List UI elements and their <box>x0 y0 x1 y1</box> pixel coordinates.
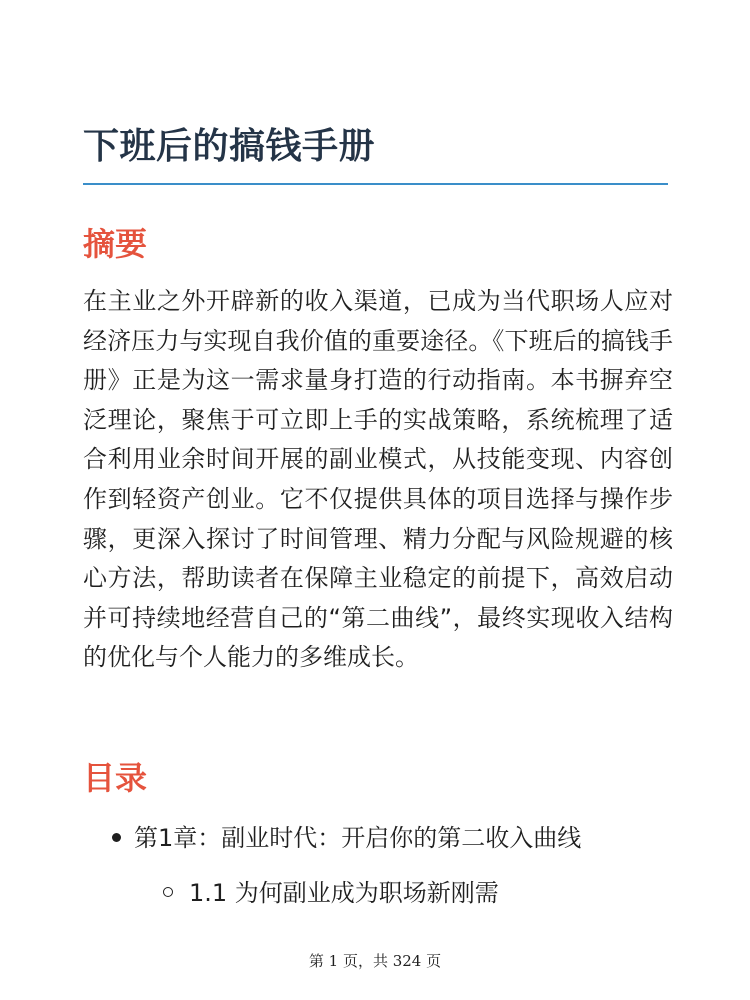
toc-chapter-1-label: 第1章：副业时代：开启你的第二收入曲线 <box>134 824 582 852</box>
toc-heading: 目录 <box>83 759 148 797</box>
abstract-paragraph: 在主业之外开辟新的收入渠道，已成为当代职场人应对经济压力与实现自我价值的重要途径。《下班后的搞钱手册》正是为这一需求量身打造的行动指南。本书摒弃空泛理论，聚焦于可立即上手的实战策略，系统梳理了适合利用业余时间开展的副业模式，从技能变现、内容创作到轻资产创业。它不仅提供具体的项目选择与操作步骤，更深入探讨了时间管理、精力分配与风险规避的核心方法，帮助读者在保障主业稳定的前提下，高效启动并可持续地经营自己的“第二曲线”，最终实现收入结构的优化与个人能力的多维成长。 <box>83 287 673 672</box>
bullet-circle-icon <box>163 887 173 897</box>
page-footer: 第 1 页，共 324 页 <box>308 952 442 970</box>
toc-section-1-1[interactable] <box>163 873 499 908</box>
title-divider <box>83 183 668 185</box>
document-title: 下班后的搞钱手册 <box>83 126 376 167</box>
bullet-disc-icon <box>112 833 121 842</box>
toc-chapter-1[interactable] <box>112 818 581 853</box>
toc-section-1-1-label: 1.1 为何副业成为职场新刚需 <box>189 879 499 907</box>
abstract-heading: 摘要 <box>83 225 148 263</box>
